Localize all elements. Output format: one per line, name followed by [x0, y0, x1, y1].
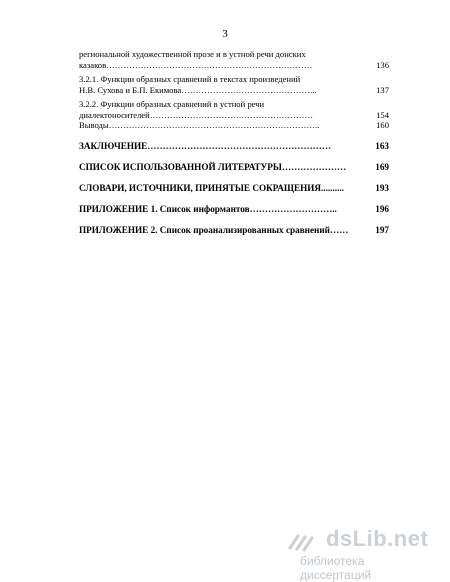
toc-entry-text-line: ЗАКЛЮЧЕНИЕ…………………………………………………… — [79, 140, 332, 151]
toc-entry-appendix-2 — [79, 225, 389, 236]
toc-entry-text-line: 3.2.1. Функции образных сравнений в текстах произведений — [79, 74, 301, 84]
toc-page-number: 154 — [376, 109, 389, 120]
toc-page-number: 196 — [375, 203, 389, 214]
toc-entry-text-line: ПРИЛОЖЕНИЕ 1. Список информантов……………………….. — [79, 203, 337, 214]
toc-entry-text-line: Выводы……………………………………………………………….. — [79, 120, 320, 130]
toc-entry-text-line: региональной художественной прозе и в устной речи донских — [79, 49, 306, 59]
toc-page-number: 160 — [376, 120, 389, 130]
table-of-contents — [79, 49, 389, 236]
toc-entry-3-2-1 — [79, 74, 389, 95]
toc-page-number: 197 — [375, 224, 389, 235]
toc-entry-dictionaries — [79, 183, 389, 194]
toc-entry-text-line: казаков……………………………………………………………… — [79, 59, 313, 70]
watermark-logo — [286, 526, 436, 582]
toc-page-number: 137 — [376, 84, 389, 95]
toc-entry-conclusions — [79, 120, 389, 131]
toc-page-number: 169 — [375, 161, 389, 172]
watermark-tagline: библиотека диссертаций — [300, 554, 372, 582]
toc-entry-text-line: Н.В. Сухова и Б.П. Екимова………………………………………... — [79, 84, 317, 95]
toc-entry-bibliography — [79, 162, 389, 173]
toc-page-number: 193 — [375, 182, 389, 193]
toc-entry-3-2-2 — [79, 99, 389, 120]
toc-entry-text-line: СПИСОК ИСПОЛЬЗОВАННОЙ ЛИТЕРАТУРЫ………………… — [79, 161, 347, 172]
toc-page-number: 163 — [375, 140, 389, 151]
toc-entry-conclusion — [79, 141, 389, 152]
toc-page-number: 136 — [376, 59, 389, 70]
toc-entry-appendix-1 — [79, 204, 389, 215]
toc-entry-regional-prose — [79, 49, 389, 70]
toc-entry-text-line: диалектоносителей………………………………………………… — [79, 109, 314, 120]
page-number: 3 — [222, 28, 228, 40]
watermark-brand: dsLib.net — [326, 526, 429, 551]
toc-entry-text-line: 3.2.2. Функции образных сравнений в устной речи — [79, 99, 265, 109]
toc-entry-text-line: ПРИЛОЖЕНИЕ 2. Список проанализированных сравнений…… — [79, 224, 349, 235]
toc-entry-text-line: СЛОВАРИ, ИСТОЧНИКИ, ПРИНЯТЫЕ СОКРАЩЕНИЯ.......... — [79, 182, 344, 193]
